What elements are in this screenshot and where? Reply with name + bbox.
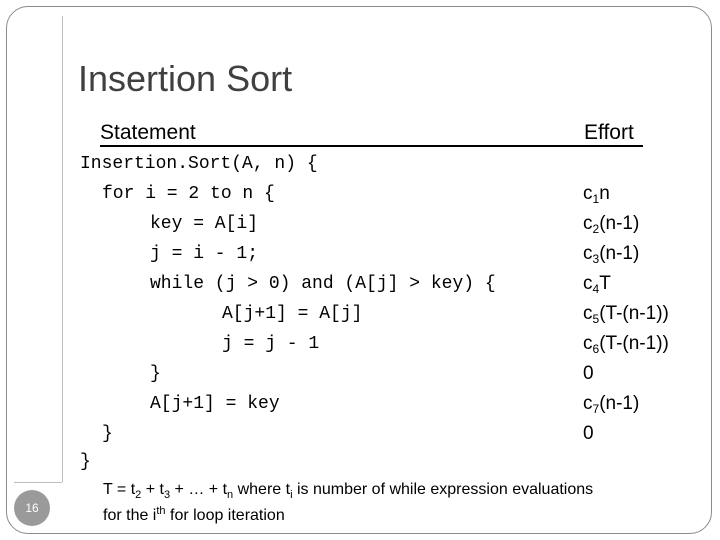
code-line-5: while (j > 0) and (A[j] > key) { (150, 274, 496, 294)
effort-row-7: 0 (583, 363, 594, 384)
effort-row-8: $c_7(n-1)$ (583, 393, 640, 416)
effort-row-3: $c_3(n-1)$ (583, 243, 640, 266)
code-line-7: j = j - 1 (222, 334, 320, 354)
slide-title: Insertion Sort (78, 58, 293, 99)
slide-number-badge (14, 490, 50, 526)
effort-row-9: 0 (583, 423, 594, 444)
code-line-8: } (150, 364, 161, 384)
effort-row-2: $c_2(n-1)$ (583, 213, 640, 236)
code-line-2: for i = 2 to n { (102, 184, 275, 204)
effort-row-4: $c_4T$ (583, 273, 611, 296)
code-line-11: } (80, 452, 91, 472)
code-line-4: j = i - 1; (150, 244, 259, 264)
code-line-10: } (102, 424, 113, 444)
left-vertical-rule (62, 16, 63, 482)
effort-row-6: $c_6(T-(n-1))$ (583, 333, 669, 356)
header-underline (100, 145, 643, 147)
footnote-line-2: for the $i^{th}$ for loop iteration (103, 505, 285, 524)
effort-row-1: $c_1n$ (583, 183, 610, 206)
slide-number: 16 (25, 501, 39, 515)
statement-column-header: Statement (100, 121, 196, 144)
code-line-9: A[j+1] = key (150, 394, 280, 414)
code-line-1: Insertion.Sort(A, n) { (80, 154, 318, 174)
footnote-line-1: $T = t_2 + t_3$ + … + $t_n$ where $t_i$ is number of while expression evaluations (103, 481, 594, 501)
code-line-6: A[j+1] = A[j] (222, 304, 363, 324)
bottom-left-rule (14, 482, 62, 483)
effort-column-header: Effort (584, 121, 634, 144)
code-line-3: key = A[i] (150, 214, 259, 234)
effort-row-5: $c_5(T-(n-1))$ (583, 303, 669, 326)
